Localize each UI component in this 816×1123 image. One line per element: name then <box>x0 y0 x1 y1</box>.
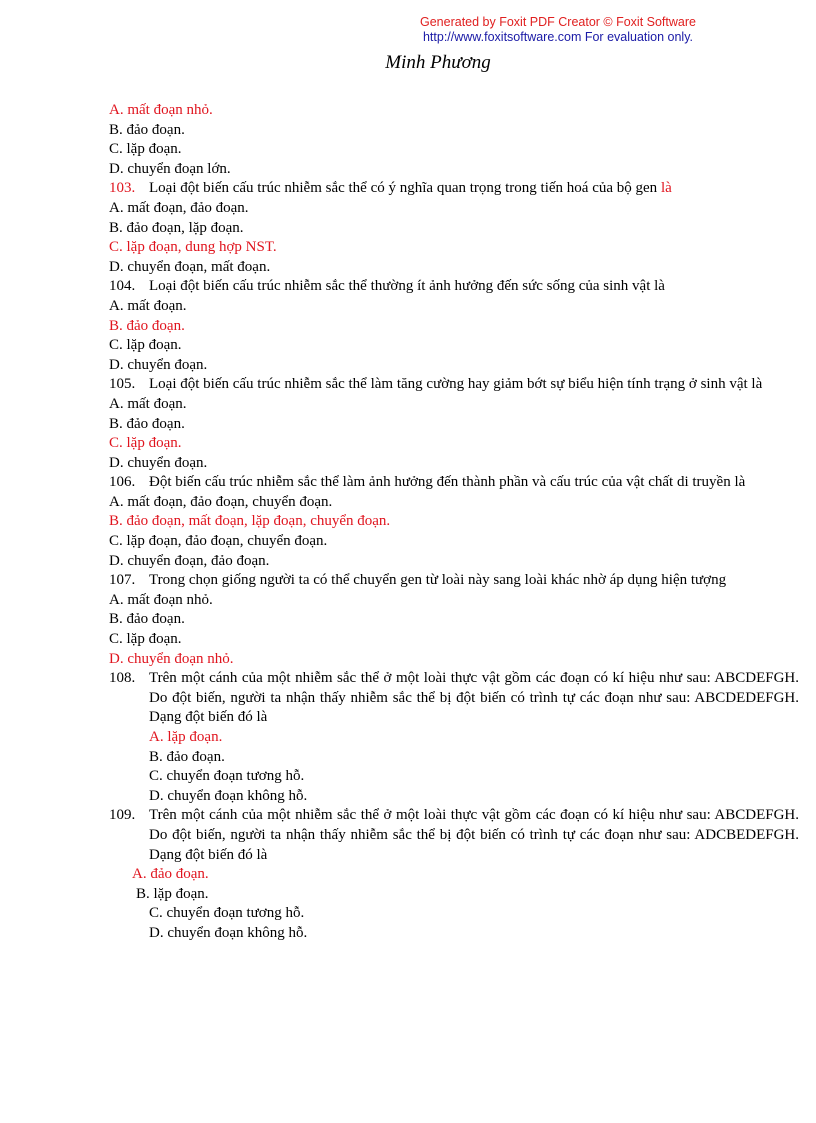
page-header-author: Minh Phương <box>385 52 491 73</box>
answer-option: B. lặp đoạn. <box>136 885 209 902</box>
answer-option-correct: C. lặp đoạn. <box>109 435 182 452</box>
answer-option: A. mất đoạn. <box>109 395 187 412</box>
answer-option: D. chuyển đoạn. <box>109 356 208 373</box>
answer-option-correct: B. đảo đoạn. <box>109 317 185 334</box>
answer-option-correct: B. đảo đoạn, mất đoạn, lặp đoạn, chuyển đoạn. <box>109 513 391 530</box>
answer-option: C. lặp đoạn. <box>109 141 182 158</box>
question-number: 105. <box>109 376 136 393</box>
question-104 <box>109 277 799 297</box>
answer-option: B. đảo đoạn. <box>109 121 185 138</box>
answer-option: C. lặp đoạn. <box>109 337 182 354</box>
question-107 <box>109 571 799 591</box>
watermark-line-2: http://www.foxitsoftware.com For evaluation only. <box>422 30 694 44</box>
answer-option: C. chuyển đoạn tương hỗ. <box>149 768 305 785</box>
question-103 <box>109 179 799 199</box>
foxit-watermark <box>408 15 708 45</box>
answer-option-correct: A. lặp đoạn. <box>149 729 223 745</box>
question-number: 103. <box>109 180 136 197</box>
answer-option: B. đảo đoạn. <box>149 748 225 765</box>
question-number: 109. <box>109 807 136 824</box>
question-number: 106. <box>109 474 136 491</box>
answer-option-correct: A. đảo đoạn. <box>132 866 209 883</box>
answer-option: A. mất đoạn. <box>109 297 187 314</box>
answer-option: A. mất đoạn, đảo đoạn. <box>109 199 249 216</box>
question-text: Trong chọn giống người ta có thể chuyển gen từ loài này sang loài khác nhờ áp dụng hiện tượng <box>149 572 727 589</box>
answer-option: D. chuyển đoạn. <box>109 454 208 471</box>
answer-option: B. đảo đoạn. <box>109 611 185 628</box>
question-number: 108. <box>109 670 136 687</box>
question-106 <box>109 473 799 493</box>
answer-option: B. đảo đoạn, lặp đoạn. <box>109 219 244 236</box>
question-text: Trên một cánh của một nhiễm sắc thể ở một loài thực vật gồm các đoạn có kí hiệu như sau: ABCDEFGH. Do đột biến, người ta nhận thấy nhiễm sắc thể bị đột biến có trình tự các đoạn như sau: ADCBEDEFGH. Dạng đột biến đó là <box>149 807 799 863</box>
question-text: Loại đột biến cấu trúc nhiễm sắc thể có ý nghĩa quan trọng trong tiến hoá của bộ gen <box>149 180 658 197</box>
answer-option: D. chuyển đoạn không hỗ. <box>149 924 308 941</box>
answer-option: A. mất đoạn nhỏ. <box>109 591 213 608</box>
answer-option-correct: C. lặp đoạn, dung hợp NST. <box>109 239 277 256</box>
question-108 <box>109 669 799 728</box>
answer-option: C. chuyển đoạn tương hỗ. <box>149 905 305 922</box>
question-text: Trên một cánh của một nhiễm sắc thể ở một loài thực vật gồm các đoạn có kí hiệu như sau: ABCDEFGH. Do đột biến, người ta nhận thấy nhiễm sắc thể bị đột biến có trình tự các đoạn như sau: ABCDEDEFGH. Dạng đột biến đó là <box>149 670 799 726</box>
answer-option: D. chuyển đoạn, đảo đoạn. <box>109 552 270 569</box>
question-number: 104. <box>109 278 136 295</box>
question-number: 107. <box>109 572 136 589</box>
question-109 <box>109 806 799 865</box>
answer-option: D. chuyển đoạn, mất đoạn. <box>109 258 271 275</box>
answer-option-correct: D. chuyển đoạn nhỏ. <box>109 650 234 667</box>
question-105 <box>109 375 799 395</box>
document-body <box>109 101 799 944</box>
question-text: Loại đột biến cấu trúc nhiễm sắc thể thường ít ảnh hưởng đến sức sống của sinh vật là <box>149 278 665 295</box>
question-text: Đột biến cấu trúc nhiễm sắc thể làm ảnh hưởng đến thành phần và cấu trúc của vật chất di truyền là <box>149 474 746 491</box>
answer-option: C. lặp đoạn, đảo đoạn, chuyển đoạn. <box>109 533 328 550</box>
answer-option: C. lặp đoạn. <box>109 631 182 648</box>
answer-option: A. mất đoạn nhỏ. <box>109 102 213 118</box>
question-text-tail: là <box>660 180 672 197</box>
answer-option: D. chuyển đoạn không hỗ. <box>149 787 308 804</box>
answer-option: D. chuyển đoạn lớn. <box>109 160 231 177</box>
question-text: Loại đột biến cấu trúc nhiễm sắc thể làm tăng cường hay giảm bớt sự biểu hiện tính trạng ở sinh vật là <box>149 376 763 393</box>
answer-option: B. đảo đoạn. <box>109 415 185 432</box>
answer-option: A. mất đoạn, đảo đoạn, chuyển đoạn. <box>109 493 333 510</box>
watermark-line-1: Generated by Foxit PDF Creator © Foxit Software <box>420 15 696 29</box>
